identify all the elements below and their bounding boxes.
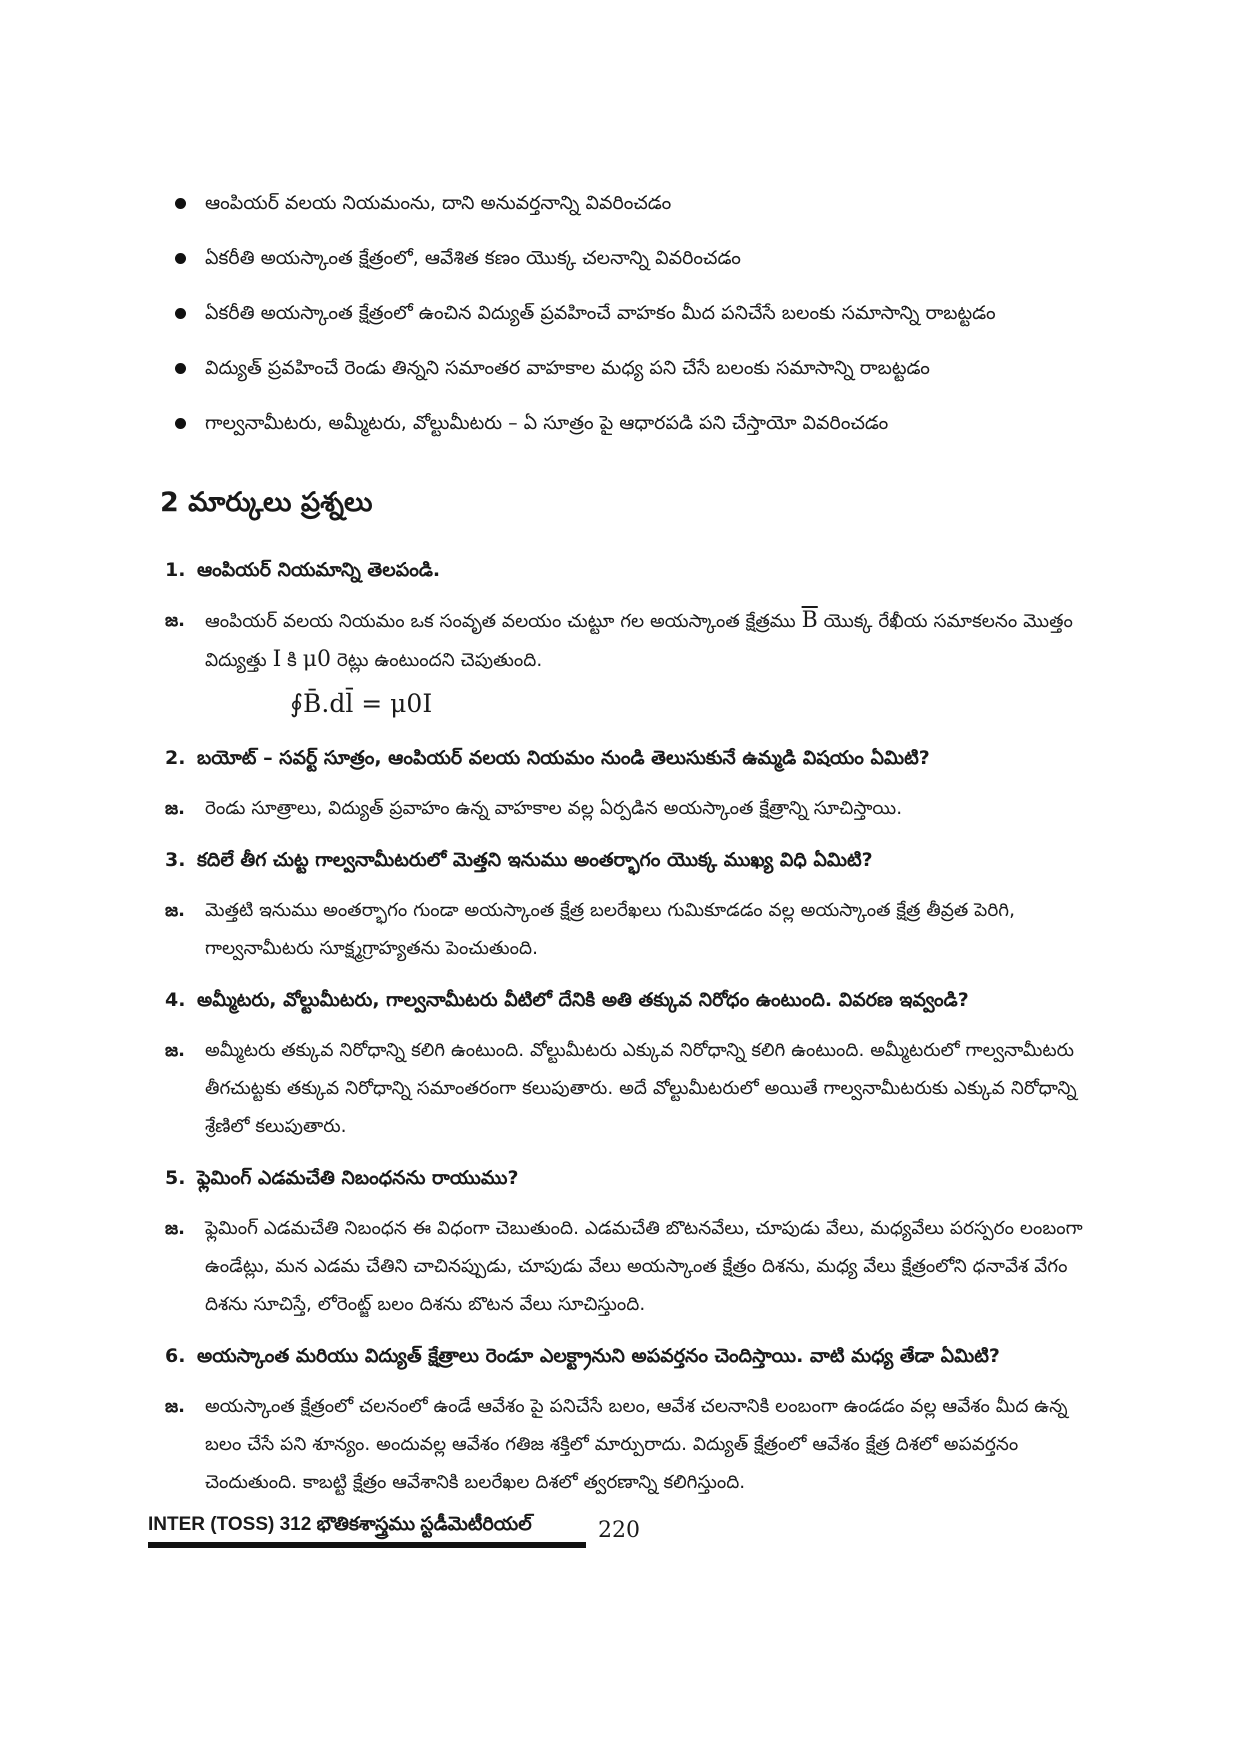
objective-item: విద్యుత్ ప్రవహించే రెండు తిన్నని సమాంతర వాహకాల మధ్య పని చేసే బలంకు సమాసాన్ని రాబట్టడం (175, 353, 1095, 408)
symbol-i: I (272, 647, 282, 672)
bullet-dot-icon (175, 198, 186, 209)
objective-item: ఏకరీతి అయస్కాంత క్షేత్రంలో, ఆవేశిత కణం యొక్క చలనాన్ని వివరించడం (175, 243, 1095, 298)
question-4: 4. అమ్మీటరు, వోల్టుమీటరు, గాల్వనామీటరు వీటిలో దేనికి అతి తక్కువ నిరోధం ఉంటుంది. వివరణ ఇవ్వండి? (165, 989, 969, 1011)
bullet-dot-icon (175, 253, 186, 264)
bullet-dot-icon (175, 363, 186, 374)
bullet-dot-icon (175, 418, 186, 429)
section-heading: 2 మార్కులు ప్రశ్నలు (160, 487, 373, 518)
answer-5: జ. ఫ్లెమింగ్ ఎడమచేతి నిబంధన ఈ విధంగా చెబుతుంది. ఎడమచేతి బొటనవేలు, చూపుడు వేలు, మధ్యవేలు పరస్పరం లంబంగా ఉండేట్లు, మన ఎడమ చేతిని చాచినప్పుడు, చూపుడు వేలు అయస్కాంత క్షేత్రం దిశను, మధ్య వేలు క్షేత్రంలోని ధనావేశ వేగం దిశను సూచిస్తే, లోరెంట్జ్ బలం దిశను బొటన వేలు సూచిస్తుంది. (165, 1218, 1083, 1315)
symbol-mu0: μ0 (302, 647, 332, 672)
answer-3: జ. మెత్తటి ఇనుము అంతర్భాగం గుండా అయస్కాంత క్షేత్ర బలరేఖలు గుమికూడడం వల్ల అయస్కాంత క్షేత్ర తీవ్రత పెరిగి, గాల్వనామీటరు సూక్ష్మగ్రాహ్యతను పెంచుతుంది. (165, 900, 1015, 959)
answer-6: జ. అయస్కాంత క్షేత్రంలో చలనంలో ఉండే ఆవేశం పై పనిచేసే బలం, ఆవేశ చలనానికి లంబంగా ఉండడం వల్ల ఆవేశం మీద ఉన్న బలం చేసే పని శూన్యం. అందువల్ల ఆవేశం గతిజ శక్తిలో మార్పురాదు. విద్యుత్ క్షేత్రంలో ఆవేశం క్షేత్ర దిశలో అపవర్తనం చెందుతుంది. కాబట్టి క్షేత్రం ఆవేశానికి బలరేఖల దిశలో త్వరణాన్ని కలిగిస్తుంది. (165, 1396, 1068, 1493)
question-3: 3. కదిలే తీగ చుట్ట గాల్వనామీటరులో మెత్తని ఇనుము అంతర్భాగం యొక్క ముఖ్య విధి ఏమిటి? (165, 849, 873, 871)
objective-item: గాల్వనామీటరు, అమ్మీటరు, వోల్టుమీటరు – ఏ సూత్రం పై ఆధారపడి పని చేస్తాయో వివరించడం (175, 408, 1095, 463)
answer-4: జ. అమ్మీటరు తక్కువ నిరోధాన్ని కలిగి ఉంటుంది. వోల్టుమీటరు ఎక్కువ నిరోధాన్ని కలిగి ఉంటుంది. అమ్మీటరులో గాల్వనామీటరు తీగచుట్టకు తక్కువ నిరోధాన్ని సమాంతరంగా కలుపుతారు. అదే వోల్టుమీటరులో అయితే గాల్వనామీటరుకు ఎక్కువ నిరోధాన్ని శ్రేణిలో కలుపుతారు. (165, 1040, 1077, 1137)
footer-title: INTER (TOSS) 312 భౌతికశాస్త్రము స్టడీమెటీరియల్ (148, 1514, 532, 1535)
page-number: 220 (598, 1518, 640, 1543)
questions-list (165, 555, 1095, 1519)
question-5: 5. ఫ్లెమింగ్ ఎడమచేతి నిబంధనను రాయుము? (165, 1167, 519, 1189)
question-1: 1. ఆంపియర్ నియమాన్ని తెలపండి. (165, 559, 441, 581)
symbol-b: $\overline{B}$ (801, 608, 818, 633)
footer-rule (148, 1542, 586, 1548)
question-2: 2. బయోట్ – సవర్ట్ సూత్రం, ఆంపియర్ వలయ నియమం నుండి తెలుసుకునే ఉమ్మడి విషయం ఏమిటి? (165, 747, 930, 769)
answer-1: జ. ఆంపియర్ వలయ నియమం ఒక సంవృత వలయం చుట్టూ గల అయస్కాంత క్షేత్రము $\overline{B}$ యొక్క రేఖీయ సమాకలనం మొత్తం విద్యుత్తు I కి μ0 రెట్లు ఉంటుందని చెపుతుంది. ∮B̄.dl̄ = μ0I (165, 602, 1095, 726)
ampere-law-formula: ∮B̄.dl̄ = μ0I (290, 689, 433, 718)
objectives-list (175, 188, 1095, 463)
bullet-dot-icon (175, 308, 186, 319)
question-6: 6. అయస్కాంత మరియు విద్యుత్ క్షేత్రాలు రెండూ ఎలక్ట్రానుని అపవర్తనం చెందిస్తాయి. వాటి మధ్య తేడా ఏమిటి? (165, 1345, 1000, 1367)
objective-item: ఏకరీతి అయస్కాంత క్షేత్రంలో ఉంచిన విద్యుత్ ప్రవహించే వాహకం మీద పనిచేసే బలంకు సమాసాన్ని రాబట్టడం (175, 298, 1095, 353)
answer-2: జ. రెండు సూత్రాలు, విద్యుత్ ప్రవాహం ఉన్న వాహకాల వల్ల ఏర్పడిన అయస్కాంత క్షేత్రాన్ని సూచిస్తాయి. (165, 798, 903, 819)
objective-item: ఆంపియర్ వలయ నియమంను, దాని అనువర్తనాన్ని వివరించడం (175, 188, 1095, 243)
